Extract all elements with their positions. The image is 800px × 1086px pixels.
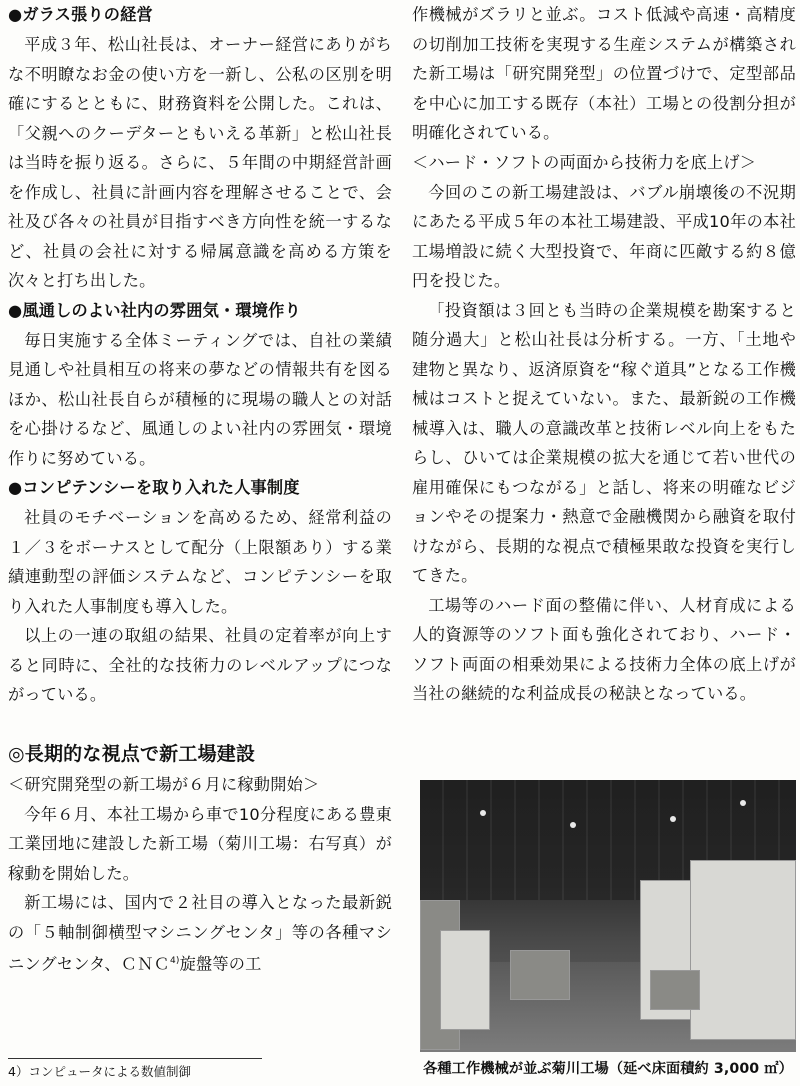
photo-machine [510, 950, 570, 1000]
right-column [412, 0, 796, 709]
paragraph-hard-soft-synergy: 工場等のハード面の整備に伴い、人材育成による人的資源等のソフト面も強化されており、ハード・ソフト両面の相乗効果による技術力全体の底上げが当社の継続的な利益成長の秘訣となっている。 [412, 595, 796, 703]
paragraph-president-quote: 「投資額は３回とも当時の企業規模を勘案すると随分過大」と松山社長は分析する。一方、「土地や建物と異なり、返済原資を“稼ぐ道具”となる工作機械はコストと捉えていない。また、最新鋭の工作機械導入は、職人の意識改革と技術レベル向上をもたらし、ひいては企業規模の拡大を通じて若い世代の雇用確保にもつながる」と話し、将来の明確なビジョンやその提案力・熱意で金融機関から融資を取付けながら、長期的な視点で積極果敢な投資を実行してきた。 [412, 300, 796, 585]
photo-machine [690, 860, 796, 1040]
subheading-hard-soft: ＜ハード・ソフトの両面から技術力を底上げ＞ [412, 152, 757, 172]
paragraph-june-start: 今年６月、本社工場から車で10分程度にある豊東工業団地に建設した新工場（菊川工場：右写真）が稼動を開始した。 [8, 804, 392, 883]
photo-lamp [570, 822, 576, 828]
factory-photo [420, 780, 796, 1052]
photo-lamp [740, 800, 746, 806]
paragraph-new-factory-b: 旋盤等の工 [179, 954, 262, 974]
paragraph-continued: 作機械がズラリと並ぶ。コスト低減や高速・高精度の切削加工技術を実現する生産システムが構築された新工場は「研究開発型」の位置づけで、定型部品を中心に加工する既存（本社）工場との役割分担が明確化されている。 [412, 5, 796, 142]
photo-caption: 各種工作機械が並ぶ菊川工場（延べ床面積約 3,000 ㎡） [423, 1061, 793, 1077]
photo-machine [650, 970, 700, 1010]
paragraph-competency-hr: 社員のモチベーションを高めるため、経常利益の１／３をボーナスとして配分（上限額あり）する業績連動型の評価システムなど、コンピテンシーを取り入れた人事制度も導入した。 [8, 508, 392, 616]
paragraph-new-factory-a: 新工場には、国内で２社目の導入となった最新鋭の「５軸制御横型マシニングセンタ」等の各種マシニングセンタ、ＣＮＣ [8, 893, 392, 974]
heading-open-atmosphere: ●風通しのよい社内の雰囲気・環境作り [8, 300, 301, 320]
paragraph-new-factory [8, 888, 392, 979]
heading-competency-hr: ●コンピテンシーを取り入れた人事制度 [8, 478, 300, 497]
footnote-4: 4）コンピュータによる数値制御 [8, 1064, 191, 1079]
paragraph-results: 以上の一連の取組の結果、社員の定着率が向上すると同時に、全社的な技術力のレベルアップにつながっている。 [8, 626, 392, 704]
paragraph-open-atmosphere: 毎日実施する全体ミーティングでは、自社の業績見通しや社員相互の将来の夢などの情報共有を図るほか、松山社長自らが積極的に現場の職人との対話を心掛けるなど、風通しのよい社内の雰囲気・環境作りに努めている。 [8, 330, 392, 468]
footnote-divider [8, 1058, 262, 1059]
photo-machine [440, 930, 490, 1030]
photo-lamp [670, 816, 676, 822]
subheading-rd-factory: ＜研究開発型の新工場が６月に稼動開始＞ [8, 774, 320, 794]
paragraph-investment: 今回のこの新工場建設は、バブル崩壊後の不況期にあたる平成５年の本社工場建設、平成10年の本社工場増設に続く大型投資で、年商に匹敵する約８億円を投じた。 [412, 182, 796, 290]
heading-long-term-factory: ◎長期的な視点で新工場建設 [8, 742, 256, 765]
footnote-ref-4: 4) [169, 956, 180, 966]
left-column [8, 0, 392, 979]
heading-glass-management: ●ガラス張りの経営 [8, 5, 153, 24]
photo-lamp [480, 810, 486, 816]
paragraph-glass-management: 平成３年、松山社長は、オーナー経営にありがちな不明瞭なお金の使い方を一新し、公私の区別を明確にするとともに、財務資料を公開した。これは、「父親へのクーデターともいえる革新」と松山社長は当時を振り返る。さらに、５年間の中期経営計画を作成し、社員に計画内容を理解させることで、会社及び各々の社員が目指すべき方向性を統一するなど、社員の会社に対する帰属意識を高める方策を次々と打ち出した。 [8, 35, 392, 290]
